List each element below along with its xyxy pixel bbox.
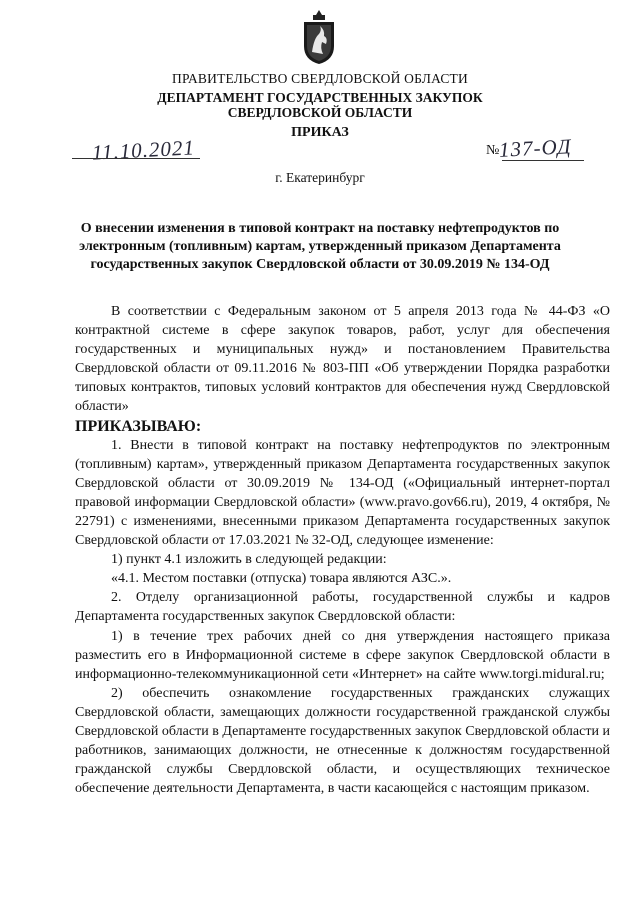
document-type: ПРИКАЗ <box>291 125 349 140</box>
department-name-line1: ДЕПАРТАМЕНТ ГОСУДАРСТВЕННЫХ ЗАКУПОК <box>157 90 483 105</box>
order-number: 137-ОД <box>498 134 573 162</box>
preamble: В соответствии с Федеральным законом от 5 апреля 2013 года № 44-ФЗ «О контрактной системе в сфере закупок товаров, работ, услуг для обеспечения государственных и муниципальных нужд» и постановлением Правительства Свердловской области от 09.11.2016 № 803-ПП «Об утверждении Порядка разработки типовых контрактов, типовых условий контрактов для обеспечения нужд Свердловской области» <box>75 304 610 415</box>
item-2-subitem-2: 2) обеспечить ознакомление государственных гражданских служащих Свердловской области, замещающих должности государственной гражданской службы Свердловской области в Департаменте государственных закупок Свердловской области и работников, занимающих должности, не отнесенные к должностям государственной гражданской службы Свердловской области, и осуществляющих техническое обеспечение деятельности Департамента, в части касающейся с настоящим приказом. <box>75 685 610 797</box>
order-directive: ПРИКАЗЫВАЮ: <box>75 417 202 435</box>
date-underline <box>72 158 200 159</box>
coat-of-arms-emblem <box>298 8 340 66</box>
item-2: 2. Отделу организационной работы, государственной службы и кадров Департамента государственных закупок Свердловской области: <box>75 590 610 625</box>
item-1-subitem-1: 1) пункт 4.1 изложить в следующей редакции: <box>111 552 387 568</box>
order-title: О внесении изменения в типовой контракт на поставку нефтепродуктов по электронным (топливным) картам, утвержденный приказом Департамента государственных закупок Свердловской области от 30.09.2019 № 134-ОД <box>79 221 561 272</box>
item-1: 1. Внести в типовой контракт на поставку нефтепродуктов по электронным (топливным) картам», утвержденный приказом Департамента государственных закупок Свердловской области от 30.09.2019 № 134-ОД («Официальный интернет-портал правовой информации Свердловской области» (www.pravo.gov66.ru), 2019, 4 октября, № 22791) с изменениями, внесенными приказом Департамента государственных закупок Свердловской области от 17.03.2021 № 32-ОД, следующее изменение: <box>75 437 610 549</box>
item-2-subitem-1: 1) в течение трех рабочих дней со дня утверждения настоящего приказа разместить его в Информационной системе в сфере закупок Свердловской области в информационно-телекоммуникационной сети «Интернет» на сайте www.torgi.midural.ru; <box>75 628 610 682</box>
order-date: 11.10.2021 <box>91 135 196 165</box>
number-sign: № <box>486 143 500 158</box>
department-name-line2: СВЕРДЛОВСКОЙ ОБЛАСТИ <box>227 105 413 120</box>
order-body <box>75 302 610 798</box>
number-underline <box>502 160 584 161</box>
city: г. Екатеринбург <box>275 170 365 185</box>
department-name <box>0 90 640 120</box>
item-1-quote: «4.1. Местом поставки (отпуска) товара являются АЗС.». <box>111 571 452 587</box>
order-number-label <box>486 143 499 159</box>
government-name: ПРАВИТЕЛЬСТВО СВЕРДЛОВСКОЙ ОБЛАСТИ <box>172 71 468 86</box>
